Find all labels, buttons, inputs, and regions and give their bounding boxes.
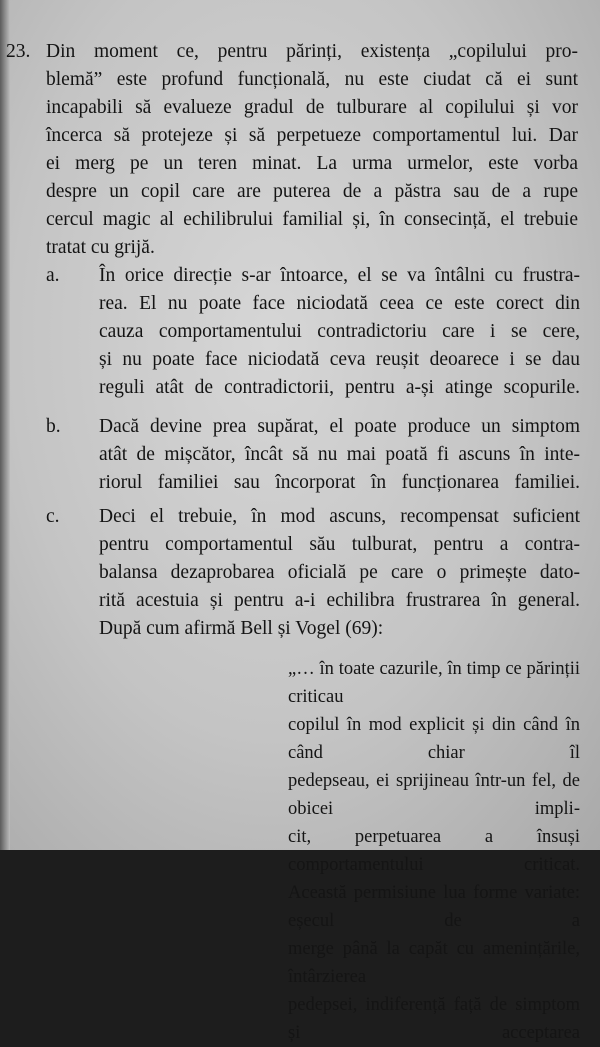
quote-line: „… în toate cazurile, în timp ce părinții criticau: [288, 659, 580, 707]
paragraph-line: cercul magic al echilibrului familial și, în consecință, el trebuie: [46, 209, 578, 230]
item-line: reguli atât de contradictorii, pentru a-și atinge scopurile.: [99, 377, 580, 398]
item-label-a: a.: [46, 265, 60, 286]
quote-line: copilul în mod explicit și din când în când chiar îl: [288, 715, 580, 763]
item-line: cauza comportamentului contradictoriu care i se cere,: [99, 321, 580, 342]
paragraph-line: despre un copil care are puterea de a păstra sau de a rupe: [46, 181, 578, 202]
item-line: pentru comportamentul său tulburat, pentru a contra-: [99, 534, 580, 555]
block-quote: [288, 655, 580, 1047]
paragraph-line: incapabili să evalueze gradul de tulburare al copilului și vor: [46, 97, 578, 118]
item-line: atât de mișcător, încât să nu mai poată fi ascuns în inte-: [99, 444, 580, 465]
item-line: riorul familiei sau încorporat în funcționarea familiei.: [99, 472, 580, 493]
item-text-b: [99, 413, 580, 497]
item-label-b: b.: [46, 416, 61, 437]
item-line: rea. El nu poate face niciodată ceea ce este corect din: [99, 293, 580, 314]
quote-line: Această permisiune lua forme variate: eșecul de a: [288, 883, 580, 931]
quote-line: pedepseau, ei sprijineau într-un fel, de obicei impli-: [288, 771, 580, 819]
quote-line: merge până la capăt cu amenințările, întârzierea: [288, 939, 580, 987]
item-line: În orice direcție s-ar întoarce, el se va întâlni cu frustra-: [99, 265, 580, 286]
paragraph-line: încerca să protejeze și să perpetueze comportamentul lui. Dar: [46, 125, 578, 146]
item-line: rită acestuia și pentru a-i echilibra frustrarea în general.: [99, 590, 580, 611]
section-number: 23.: [6, 41, 31, 62]
paragraph-line: blemă” este profund funcțională, nu este ciudat că ei sunt: [46, 69, 578, 90]
section-paragraph: [46, 38, 578, 262]
item-line: După cum afirmă Bell și Vogel (69):: [99, 618, 384, 639]
item-line: balansa dezaprobarea oficială pe care o primește dato-: [99, 562, 580, 583]
quote-line: cit, perpetuarea a însuși comportamentului criticat.: [288, 827, 580, 875]
item-text-c: [99, 503, 580, 643]
paragraph-line: ei merg pe un teren minat. La urma urmelor, este vorba: [46, 153, 578, 174]
item-line: Dacă devine prea supărat, el poate produce un simptom: [99, 416, 580, 437]
item-label-c: c.: [46, 506, 60, 527]
item-line: și nu poate face niciodată ceva reușit deoarece i se dau: [99, 349, 580, 370]
page-binding-shadow: [0, 0, 10, 850]
paragraph-line: tratat cu grijă.: [46, 237, 155, 258]
paragraph-line: Din moment ce, pentru părinți, existența „copilului pro-: [46, 41, 578, 62]
item-text-a: [99, 262, 580, 402]
item-line: Deci el trebuie, în mod ascuns, recompensat suficient: [99, 506, 580, 527]
quote-line: pedepsei, indiferență față de simptom și acceptarea: [288, 995, 580, 1043]
